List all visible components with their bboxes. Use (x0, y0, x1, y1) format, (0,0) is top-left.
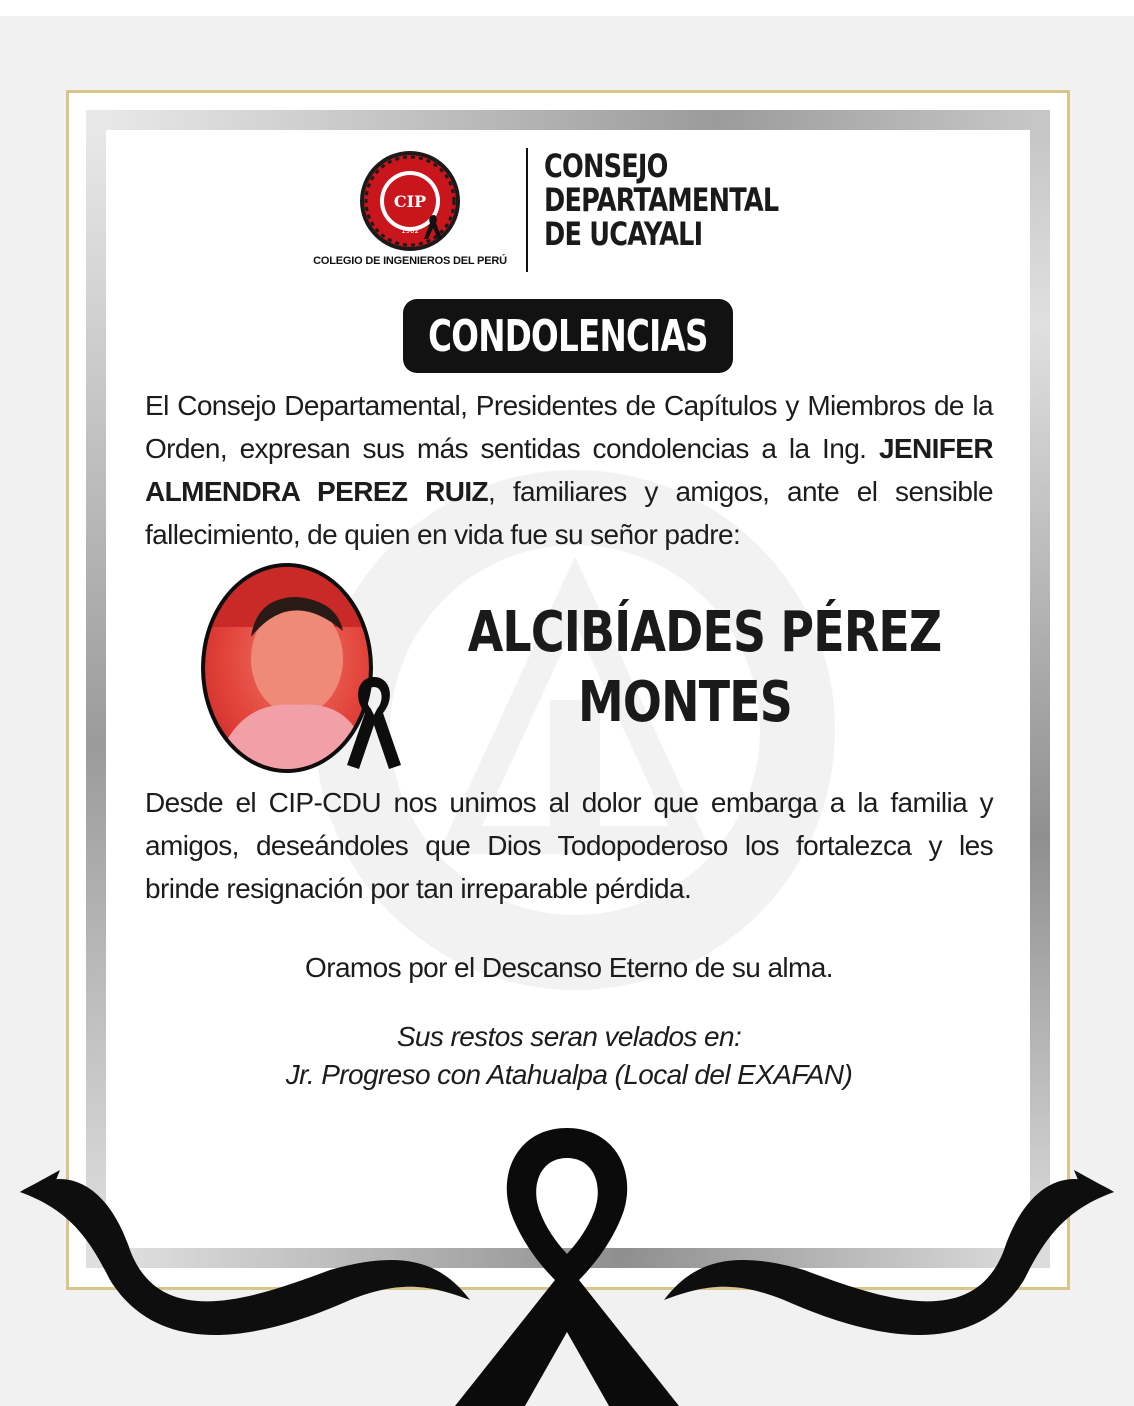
institution-name: COLEGIO DE INGENIEROS DEL PERÚ (313, 255, 507, 267)
intro-paragraph (145, 384, 993, 556)
cip-seal-icon (358, 149, 462, 253)
header (300, 145, 820, 275)
condolences-badge (403, 299, 733, 373)
seal-year: 1962 (401, 227, 419, 235)
message-paragraph: Desde el CIP-CDU nos unimos al dolor que embarga a la familia y amigos, deseándoles que Dios Todopoderoso los fortalezca y les brinde resignación por tan irreparable pérdida. (145, 787, 993, 904)
top-band (0, 0, 1134, 16)
header-divider (526, 148, 528, 272)
council-line-2: DEPARTAMENTAL (544, 181, 779, 219)
ribbon-swag (0, 1100, 1134, 1406)
council-line-3: DE UCAYALI (544, 215, 703, 253)
council-line-1: CONSEJO (544, 147, 668, 185)
intro-before: El Consejo Departamental, Presidentes de Capítulos y Miembros de la Orden, expresan sus más sentidas condolencias a la Ing. (145, 390, 993, 464)
seal-monogram: CIP (393, 192, 427, 211)
wake-details (145, 1018, 993, 1094)
deceased-name-line-1: ALCIBÍADES PÉREZ (467, 600, 942, 665)
prayer-line: Oramos por el Descanso Eterno de su alma. (305, 952, 833, 983)
intro-after: , familiares y amigos, ante el sensible fallecimiento, de quien en vida fue su señor padre: (145, 476, 993, 550)
deceased-name-line-2: MONTES (577, 670, 792, 735)
mourning-ribbon-icon (343, 673, 405, 769)
council-name (544, 149, 778, 251)
badge-label: CONDOLENCIAS (428, 310, 708, 362)
deceased-name (420, 598, 950, 738)
bereaved-name: JENIFER ALMENDRA PEREZ RUIZ (145, 433, 993, 507)
wake-location: Jr. Progreso con Atahualpa (Local del EXAFAN) (285, 1059, 853, 1090)
wake-intro: Sus restos seran velados en: (396, 1021, 742, 1052)
